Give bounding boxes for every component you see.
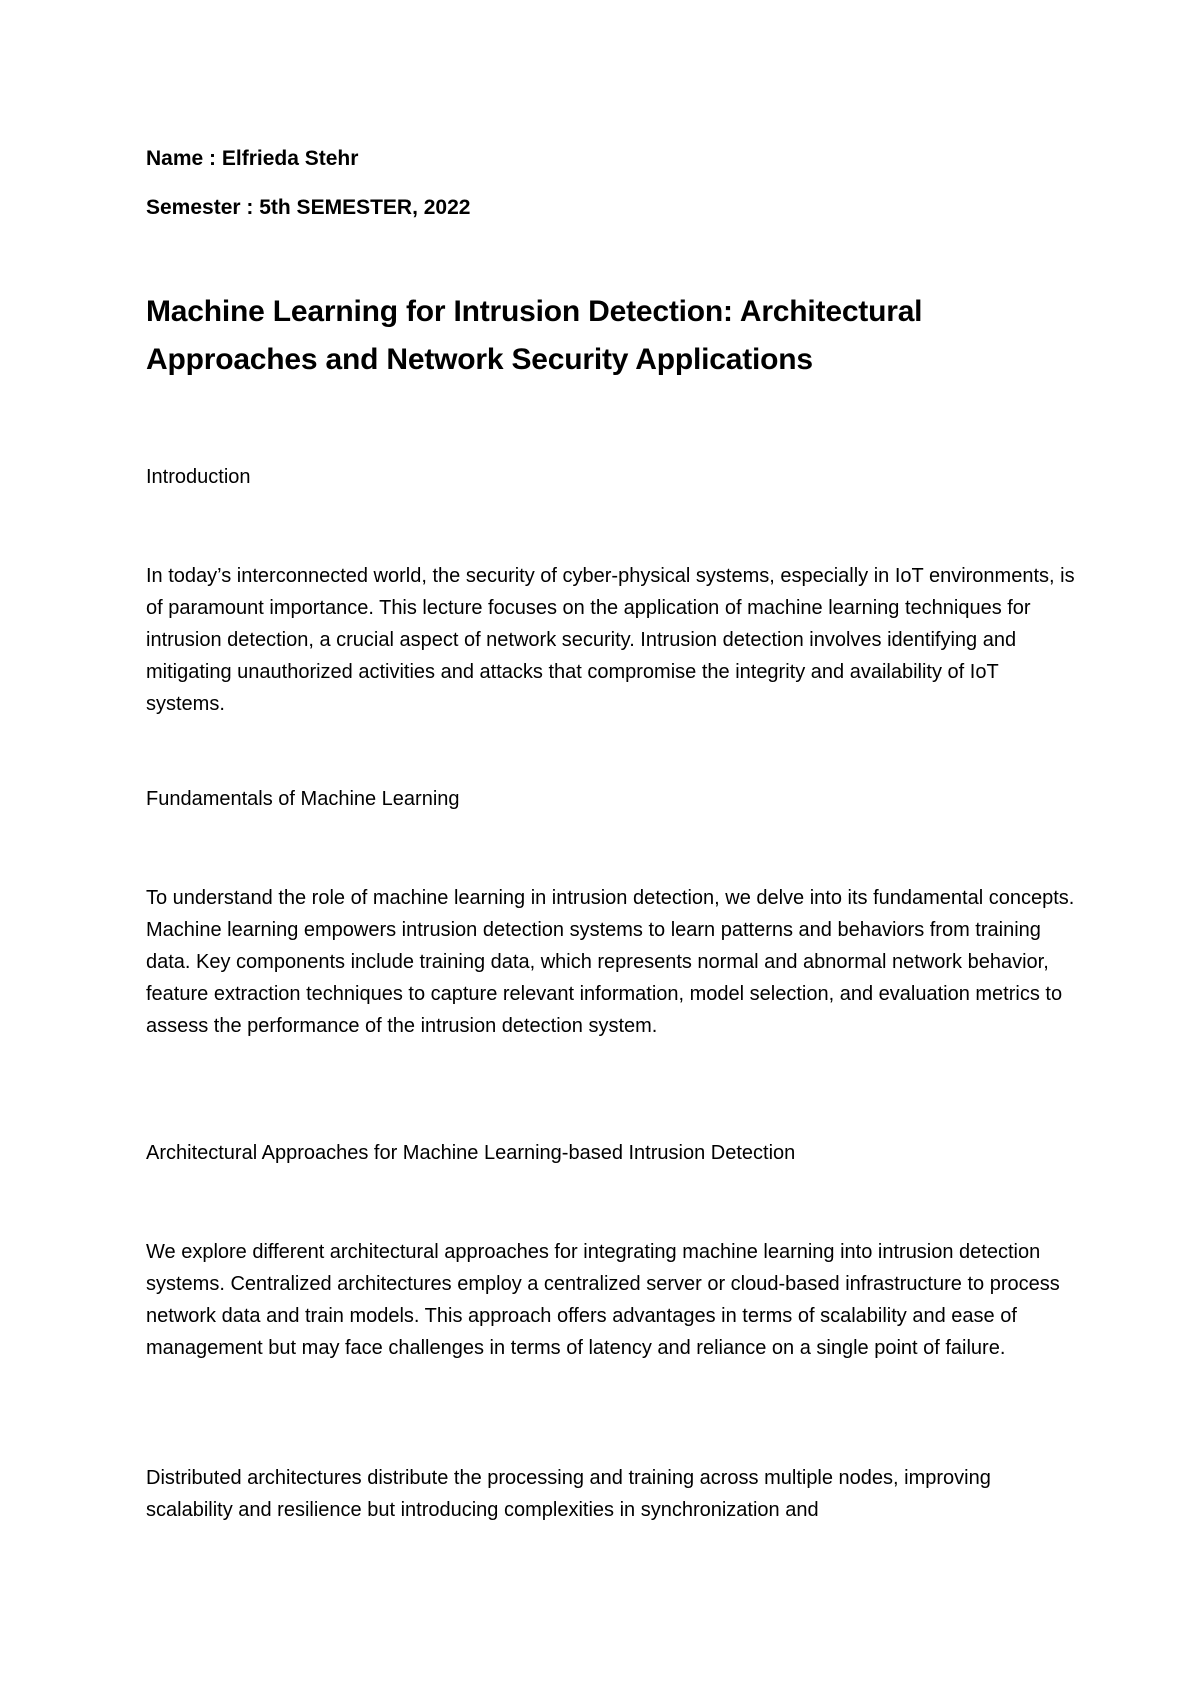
section-paragraph-introduction: In today’s interconnected world, the security of cyber-physical systems, especially in IoT environments, is of paramount importance. This lecture focuses on the application of machine learning techniques for intrusion detection, a crucial aspect of network security. Intrusion detection involves identifying and mitigating unauthorized activities and attacks that compromise the integrity and availability of IoT systems. xyxy=(146,565,1075,715)
student-name: Name : Elfrieda Stehr xyxy=(146,147,359,170)
semester-info: Semester : 5th SEMESTER, 2022 xyxy=(146,196,471,219)
section-paragraph-fundamentals: To understand the role of machine learning in intrusion detection, we delve into its fundamental concepts. Machine learning empowers intrusion detection systems to learn patterns and behaviors from training data. Key components include training data, which represents normal and abnormal network behavior, feature extraction techniques to capture relevant information, model selection, and evaluation metrics to assess the performance of the intrusion detection system. xyxy=(146,887,1075,1037)
section-heading-introduction: Introduction xyxy=(146,466,251,488)
section-paragraph-architectural-approaches: We explore different architectural approaches for integrating machine learning into intrusion detection systems. Centralized architectures employ a centralized server or cloud-based infrastructure to process network data and train models. This approach offers advantages in terms of scalability and ease of management but may face challenges in terms of latency and reliance on a single point of failure. xyxy=(146,1241,1060,1359)
document-title: Machine Learning for Intrusion Detection: Architectural Approaches and Network Security Applications xyxy=(146,295,923,376)
section-heading-architectural-approaches: Architectural Approaches for Machine Learning-based Intrusion Detection xyxy=(146,1142,796,1164)
trailing-paragraph-distributed: Distributed architectures distribute the processing and training across multiple nodes, improving scalability and resilience but introducing complexities in synchronization and xyxy=(146,1467,991,1521)
section-heading-fundamentals: Fundamentals of Machine Learning xyxy=(146,788,460,810)
